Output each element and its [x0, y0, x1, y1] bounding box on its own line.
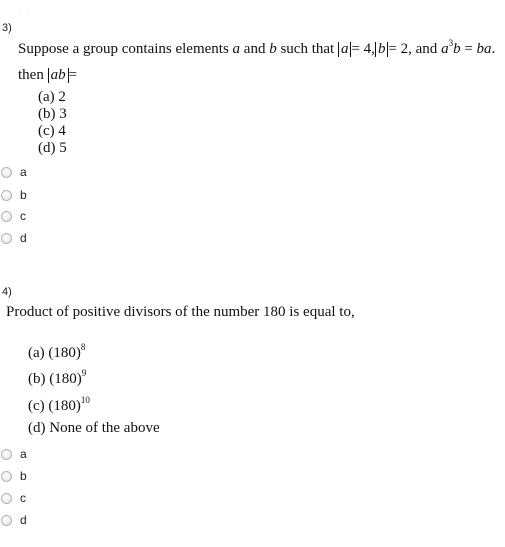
q4-option-d[interactable]	[1, 512, 27, 528]
q4-option-b[interactable]	[1, 468, 27, 484]
q4-choice-a: (a) $(180)^8$	[28, 342, 86, 361]
q3-option-d[interactable]	[1, 230, 27, 246]
option-label: c	[20, 209, 26, 223]
q3-option-c[interactable]	[1, 208, 26, 224]
question-4-stem: Product of positive divisors of the number 180 is equal to,	[6, 304, 355, 320]
q3-option-a[interactable]	[1, 164, 27, 180]
q3-choice-a: (a) 2	[38, 89, 66, 105]
radio-button[interactable]	[1, 167, 12, 178]
q4-choice-c: (c) $(180)^{10}$	[28, 395, 90, 414]
question-3-mark: . .	[19, 6, 31, 13]
question-4-number: 4)	[2, 286, 12, 298]
option-label: b	[20, 469, 27, 483]
q3-option-b[interactable]	[1, 187, 27, 203]
abs-b: b	[375, 42, 389, 57]
question-3-then-line: then ab =	[18, 67, 78, 83]
question-3-number: 3)	[2, 22, 12, 34]
radio-button[interactable]	[1, 211, 12, 222]
q4-choice-d: (d) None of the above	[28, 420, 160, 436]
radio-button[interactable]	[1, 190, 12, 201]
option-label: d	[20, 231, 27, 245]
option-label: a	[20, 165, 27, 179]
option-label: a	[20, 447, 27, 461]
q4-option-c[interactable]	[1, 490, 26, 506]
option-label: c	[20, 491, 26, 505]
radio-button[interactable]	[1, 493, 12, 504]
radio-button[interactable]	[1, 233, 12, 244]
radio-button[interactable]	[1, 449, 12, 460]
option-label: d	[20, 513, 27, 527]
q3-choice-b: (b) 3	[38, 106, 67, 122]
radio-button[interactable]	[1, 471, 12, 482]
question-3-stem: Suppose a group contains elements a and b such that a = 4, b = 2, and $a^3b$ = ba.	[18, 38, 496, 57]
q4-option-a[interactable]	[1, 446, 27, 462]
q4-choice-b: (b) $(180)^9$	[28, 368, 87, 387]
option-label: b	[20, 188, 27, 202]
q3-choice-c: (c) 4	[38, 123, 66, 139]
abs-a: a	[338, 42, 352, 57]
radio-button[interactable]	[1, 515, 12, 526]
abs-ab: ab	[48, 68, 69, 83]
q3-choice-d: (d) 5	[38, 140, 67, 156]
